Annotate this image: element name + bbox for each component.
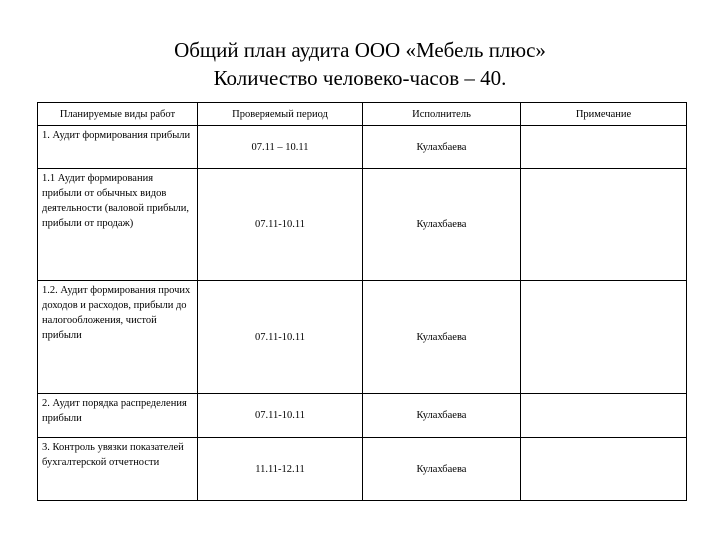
table-header-row: [38, 103, 687, 126]
executor-cell: Кулахбаева: [363, 394, 521, 438]
audit-plan-table: [37, 102, 687, 501]
page-title: Общий план аудита ООО «Мебель плюс»: [174, 38, 546, 62]
executor-cell: Кулахбаева: [363, 438, 521, 501]
work-cell: 1.2. Аудит формирования прочих доходов и расходов, прибыли до налогообложения, чистой прибыли: [38, 281, 198, 394]
work-cell: 3. Контроль увязки показателей бухгалтерской отчетности: [38, 438, 198, 501]
period-cell: 11.11-12.11: [198, 438, 363, 501]
period-cell: 07.11-10.11: [198, 394, 363, 438]
page-subtitle: Количество человеко-часов – 40.: [213, 66, 507, 90]
table-row: [38, 126, 687, 169]
table-row: [38, 281, 687, 394]
note-cell: [521, 438, 687, 501]
table-row: [38, 438, 687, 501]
period-cell: 07.11-10.11: [198, 281, 363, 394]
executor-cell: Кулахбаева: [363, 126, 521, 169]
work-cell: 1. Аудит формирования прибыли: [38, 126, 198, 169]
executor-cell: Кулахбаева: [363, 281, 521, 394]
executor-cell: Кулахбаева: [363, 169, 521, 281]
work-cell: 2. Аудит порядка распределения прибыли: [38, 394, 198, 438]
period-cell: 07.11-10.11: [198, 169, 363, 281]
table-row: [38, 394, 687, 438]
table-row: [38, 169, 687, 281]
header-executor: Исполнитель: [363, 103, 521, 126]
period-cell: 07.11 – 10.11: [198, 126, 363, 169]
note-cell: [521, 281, 687, 394]
header-work: Планируемые виды работ: [38, 103, 198, 126]
header-note: Примечание: [521, 103, 687, 126]
header-period: Проверяемый период: [198, 103, 363, 126]
work-cell: 1.1 Аудит формирования прибыли от обычных видов деятельности (валовой прибыли, прибыли от продаж): [38, 169, 198, 281]
note-cell: [521, 126, 687, 169]
note-cell: [521, 394, 687, 438]
note-cell: [521, 169, 687, 281]
